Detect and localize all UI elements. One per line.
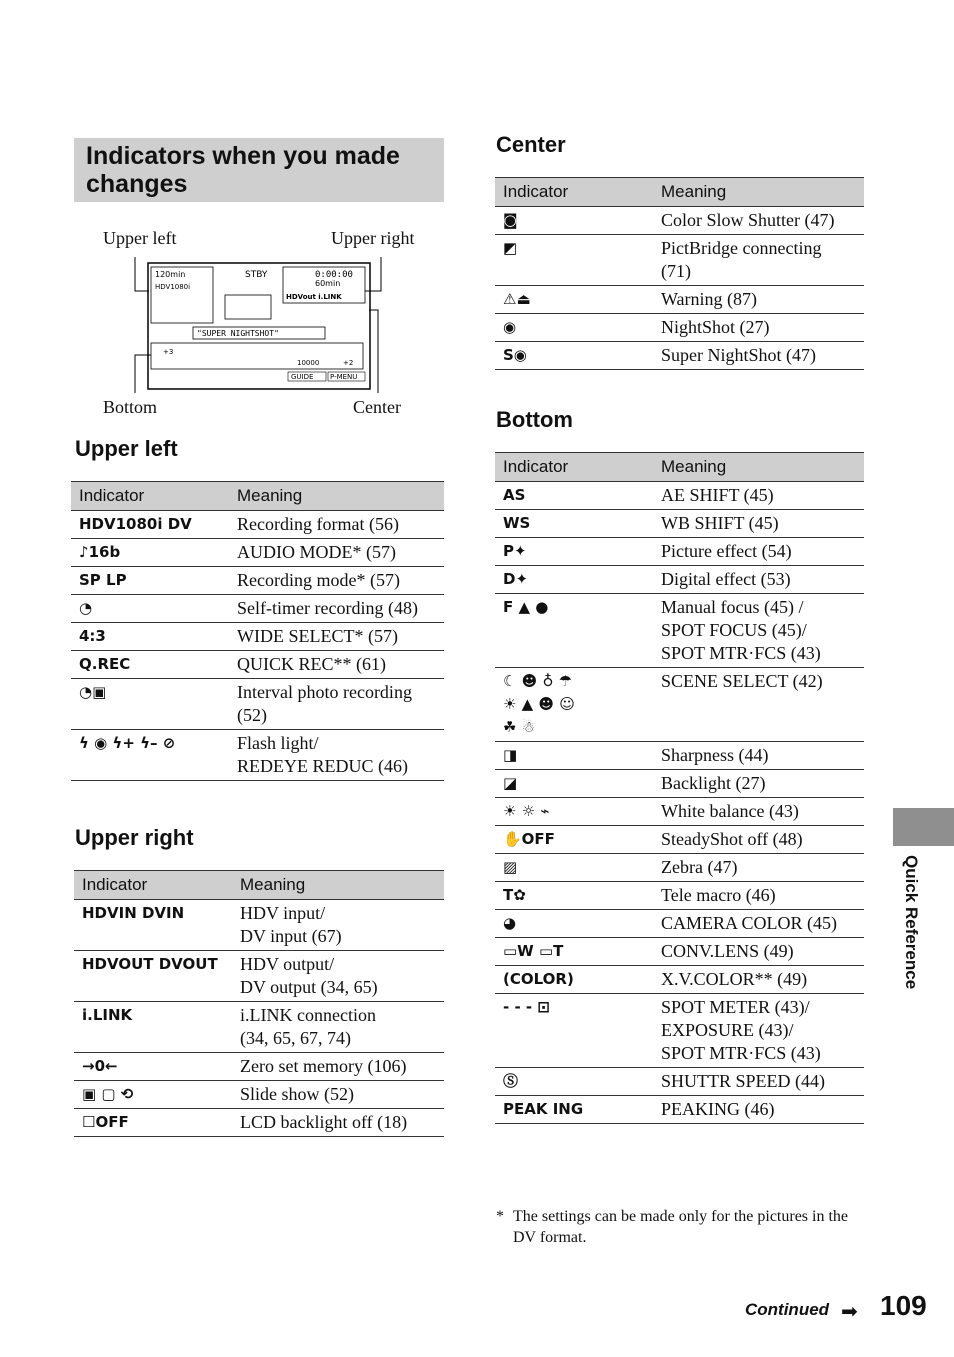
indicator-meaning: White balance (43) [653, 798, 864, 826]
indicator-meaning: SPOT METER (43)/ EXPOSURE (43)/ SPOT MTR·FCS (43) [653, 994, 864, 1068]
indicator-meaning: Sharpness (44) [653, 742, 864, 770]
indicator-icon: ☐OFF [74, 1109, 232, 1137]
table-center [495, 177, 864, 370]
table-row [71, 539, 444, 567]
side-tab-label: Quick Reference [902, 855, 921, 990]
footnote-text: The settings can be made only for the pictures in the DV format. [513, 1208, 849, 1246]
indicator-meaning: PictBridge connecting (71) [653, 235, 864, 286]
indicator-meaning: i.LINK connection (34, 65, 67, 74) [232, 1002, 444, 1053]
continued-label: Continued [745, 1300, 830, 1319]
col-header-meaning: Meaning [653, 178, 864, 207]
screen-ws: +3 [163, 348, 174, 356]
col-header-indicator: Indicator [74, 871, 232, 900]
indicator-icon: ◨ [495, 742, 653, 770]
col-header-meaning: Meaning [232, 871, 444, 900]
table-row [71, 595, 444, 623]
col-header-meaning: Meaning [653, 453, 864, 482]
continued-arrow-icon: ➡ [841, 1299, 858, 1323]
heading-upper-right: Upper right [75, 825, 194, 850]
indicator-meaning: Slide show (52) [232, 1081, 444, 1109]
screen-stby: STBY [245, 270, 268, 280]
table-row [495, 594, 864, 668]
table-row [71, 679, 444, 730]
col-header-meaning: Meaning [229, 482, 444, 511]
diagram-label-bottom: Bottom [103, 397, 158, 417]
screen-remaining: 60min [315, 279, 341, 288]
table-row [495, 966, 864, 994]
section-title: Indicators when you made changes [74, 138, 444, 202]
indicator-meaning: Color Slow Shutter (47) [653, 207, 864, 235]
indicator-icon: HDVOUT DVOUT [74, 951, 232, 1002]
indicator-meaning: AE SHIFT (45) [653, 482, 864, 510]
footnote [496, 1206, 866, 1248]
table-bottom [495, 452, 864, 1124]
table-row [74, 900, 444, 951]
indicator-meaning: Picture effect (54) [653, 538, 864, 566]
indicator-icon: - - - ⊡ [495, 994, 653, 1068]
table-row [71, 730, 444, 781]
indicator-meaning: X.V.COLOR** (49) [653, 966, 864, 994]
indicator-meaning: Zebra (47) [653, 854, 864, 882]
footnote-marker: * [496, 1208, 504, 1225]
table-row [495, 342, 864, 370]
table-row [495, 482, 864, 510]
screen-format: HDV1080i [155, 283, 191, 291]
screen-guide: GUIDE [291, 373, 314, 381]
table-row [74, 1109, 444, 1137]
indicator-icon: SP LP [71, 567, 229, 595]
side-tab-marker [893, 808, 954, 846]
indicator-meaning: AUDIO MODE* (57) [229, 539, 444, 567]
table-header-row [495, 453, 864, 482]
col-header-indicator: Indicator [495, 178, 653, 207]
indicator-icon: HDVIN DVIN [74, 900, 232, 951]
indicator-meaning: Zero set memory (106) [232, 1053, 444, 1081]
indicator-icon: ◔▣ [71, 679, 229, 730]
indicator-icon: ☾ ☻ ♁ ☂ ☀ ▲ ☻ ☺ ☘ ☃ [495, 668, 653, 742]
indicator-meaning: Recording format (56) [229, 511, 444, 539]
indicator-icon: ♪16b [71, 539, 229, 567]
indicator-icon: ◩ [495, 235, 653, 286]
table-row [495, 742, 864, 770]
indicator-meaning: Digital effect (53) [653, 566, 864, 594]
indicator-icon: ⚠⏏ [495, 286, 653, 314]
col-header-indicator: Indicator [71, 482, 229, 511]
indicator-icon: F ▲ ● [495, 594, 653, 668]
indicator-meaning: Tele macro (46) [653, 882, 864, 910]
indicator-icon: →0← [74, 1053, 232, 1081]
screen-shutter: 10000 [297, 359, 320, 367]
screen-counter: 0:00:00 [315, 270, 353, 280]
table-row [495, 510, 864, 538]
indicator-meaning: WB SHIFT (45) [653, 510, 864, 538]
screen-battery: 120min [155, 270, 186, 279]
indicator-icon: AS [495, 482, 653, 510]
indicator-icon: Q.REC [71, 651, 229, 679]
table-row [495, 882, 864, 910]
heading-upper-left: Upper left [75, 436, 178, 461]
indicator-icon: i.LINK [74, 1002, 232, 1053]
screen-ae: +2 [343, 359, 354, 367]
diagram-label-center: Center [353, 397, 401, 417]
indicator-meaning: LCD backlight off (18) [232, 1109, 444, 1137]
screen-link: HDVout i.LINK [286, 293, 342, 301]
table-header-row [74, 871, 444, 900]
indicator-meaning: Flash light/ REDEYE REDUC (46) [229, 730, 444, 781]
table-row [495, 798, 864, 826]
table-row [74, 1053, 444, 1081]
indicator-icon: HDV1080i DV [71, 511, 229, 539]
indicator-meaning: Warning (87) [653, 286, 864, 314]
indicator-icon: ☀ ☼ ⌁ [495, 798, 653, 826]
table-row [71, 567, 444, 595]
table-row [495, 207, 864, 235]
indicator-meaning: Manual focus (45) / SPOT FOCUS (45)/ SPOT MTR·FCS (43) [653, 594, 864, 668]
table-row [71, 511, 444, 539]
indicator-icon: Ⓢ [495, 1068, 653, 1096]
diagram-label-upper-right: Upper right [331, 228, 415, 248]
table-row [71, 623, 444, 651]
indicator-meaning: Backlight (27) [653, 770, 864, 798]
indicator-meaning: SHUTTR SPEED (44) [653, 1068, 864, 1096]
indicator-meaning: NightShot (27) [653, 314, 864, 342]
indicator-meaning: Interval photo recording (52) [229, 679, 444, 730]
table-row [74, 951, 444, 1002]
table-row [495, 286, 864, 314]
table-row [71, 651, 444, 679]
indicator-meaning: QUICK REC** (61) [229, 651, 444, 679]
heading-center: Center [496, 132, 566, 157]
indicator-icon: ◙ [495, 207, 653, 235]
indicator-icon: ◕ [495, 910, 653, 938]
screen-pmenu: P-MENU [330, 373, 358, 381]
indicator-meaning: SCENE SELECT (42) [653, 668, 864, 742]
indicator-meaning: HDV output/ DV output (34, 65) [232, 951, 444, 1002]
indicator-icon: D✦ [495, 566, 653, 594]
table-row [495, 1068, 864, 1096]
indicator-meaning: SteadyShot off (48) [653, 826, 864, 854]
indicator-icon: PEAK ING [495, 1096, 653, 1124]
indicator-icon: ◔ [71, 595, 229, 623]
table-row [495, 1096, 864, 1124]
indicator-meaning: Self-timer recording (48) [229, 595, 444, 623]
lcd-screen-diagram [133, 255, 383, 395]
col-header-indicator: Indicator [495, 453, 653, 482]
indicator-icon: ◪ [495, 770, 653, 798]
table-row [495, 910, 864, 938]
indicator-icon: 4:3 [71, 623, 229, 651]
table-row [495, 938, 864, 966]
table-row [495, 668, 864, 742]
indicator-meaning: HDV input/ DV input (67) [232, 900, 444, 951]
indicator-icon: ◉ [495, 314, 653, 342]
indicator-icon: (COLOR) [495, 966, 653, 994]
table-row [495, 994, 864, 1068]
indicator-icon: ▭W ▭T [495, 938, 653, 966]
indicator-meaning: WIDE SELECT* (57) [229, 623, 444, 651]
indicator-icon: ✋OFF [495, 826, 653, 854]
table-row [495, 770, 864, 798]
indicator-icon: S◉ [495, 342, 653, 370]
indicator-icon: ▨ [495, 854, 653, 882]
indicator-icon: WS [495, 510, 653, 538]
indicator-meaning: CONV.LENS (49) [653, 938, 864, 966]
table-row [74, 1081, 444, 1109]
indicator-meaning: PEAKING (46) [653, 1096, 864, 1124]
indicator-icon: T✿ [495, 882, 653, 910]
heading-bottom: Bottom [496, 407, 573, 432]
table-row [495, 235, 864, 286]
table-header-row [495, 178, 864, 207]
indicator-meaning: Super NightShot (47) [653, 342, 864, 370]
table-row [495, 314, 864, 342]
diagram-label-upper-left: Upper left [103, 228, 177, 248]
table-row [74, 1002, 444, 1053]
page-number: 109 [880, 1290, 927, 1321]
indicator-icon: P✦ [495, 538, 653, 566]
table-row [495, 566, 864, 594]
table-row [495, 826, 864, 854]
indicator-meaning: Recording mode* (57) [229, 567, 444, 595]
table-row [495, 538, 864, 566]
screen-super-nightshot: "SUPER NIGHTSHOT" [197, 329, 279, 338]
table-header-row [71, 482, 444, 511]
indicator-meaning: CAMERA COLOR (45) [653, 910, 864, 938]
table-upper-left [71, 481, 444, 781]
table-upper-right [74, 870, 444, 1137]
indicator-icon: ϟ ◉ ϟ+ ϟ– ⊘ [71, 730, 229, 781]
table-row [495, 854, 864, 882]
indicator-icon: ▣ ▢ ⟲ [74, 1081, 232, 1109]
